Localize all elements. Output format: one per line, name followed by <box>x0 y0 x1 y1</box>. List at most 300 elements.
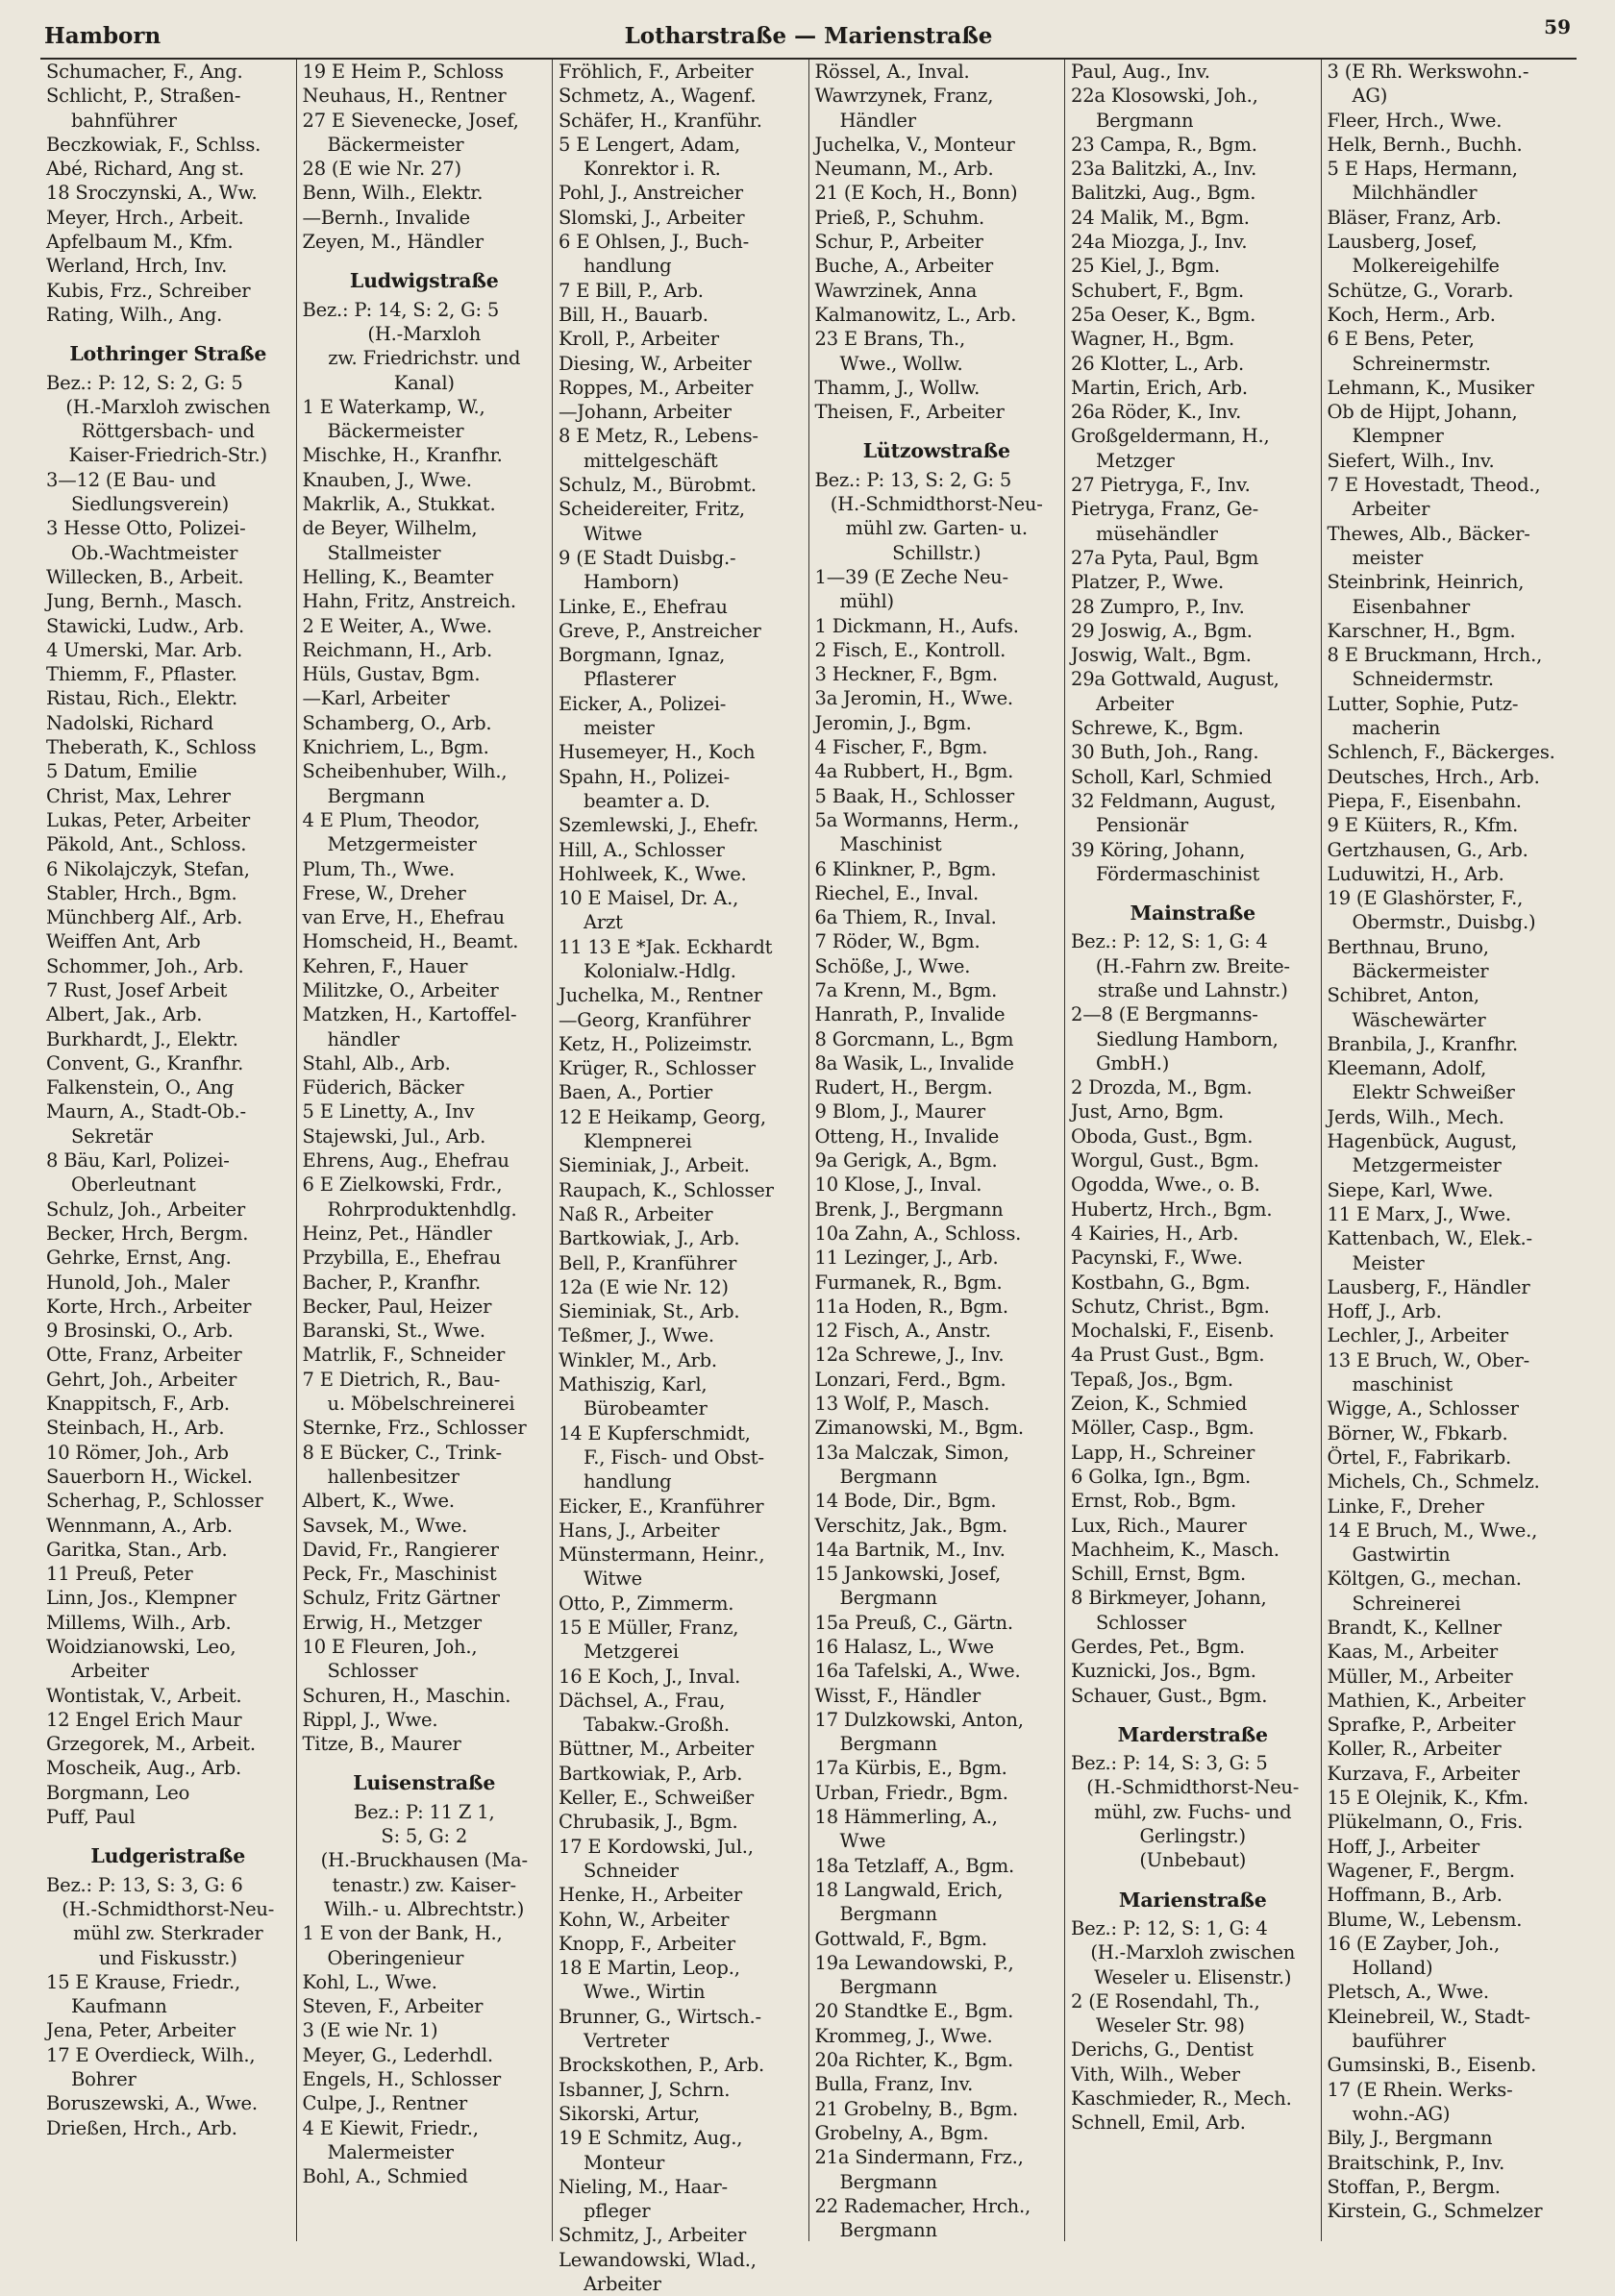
directory-entry: Großgeldermann, H., <box>1071 425 1270 448</box>
directory-entry: 24a Miozga, J., Inv. <box>1071 231 1248 254</box>
directory-entry: Örtel, F., Fabrikarb. <box>1327 1445 1512 1469</box>
directory-entry: Sauerborn H., Wickel. <box>46 1465 253 1488</box>
directory-entry: Fleer, Hrch., Wwe. <box>1327 109 1503 132</box>
directory-entry: Knappitsch, F., Arb. <box>46 1393 230 1416</box>
directory-entry: 25a Oeser, K., Bgm. <box>1071 303 1256 326</box>
directory-entry: 23a Balitzki, A., Inv. <box>1071 158 1257 181</box>
directory-entry: Militzke, O., Arbeiter <box>302 978 499 1001</box>
directory-entry: 39 Köring, Johann, <box>1071 838 1246 861</box>
directory-entry: Hoffmann, B., Arb. <box>1327 1884 1503 1907</box>
header-street-range: Lotharstraße — Marienstraße <box>624 23 993 49</box>
directory-entry: Moscheik, Aug., Arb. <box>46 1757 241 1780</box>
directory-entry: Hagenbück, August, <box>1327 1130 1518 1153</box>
directory-entry: Witwe <box>584 1568 643 1591</box>
street-heading: Marderstraße <box>1117 1722 1268 1746</box>
directory-entry: 4 Umerski, Mar. Arb. <box>46 638 243 661</box>
directory-entry: 28 Zumpro, P., Inv. <box>1071 595 1245 618</box>
directory-entry: (H.-Marxloh <box>367 322 482 345</box>
directory-entry: 2 (E Rosendahl, Th., <box>1071 1989 1260 2012</box>
directory-entry: Linke, F., Dreher <box>1327 1494 1484 1518</box>
directory-entry: Keller, E., Schweißer <box>559 1787 754 1810</box>
directory-entry: Meyer, Hrch., Arbeit. <box>46 206 244 229</box>
directory-entry: Homscheid, H., Beamt. <box>302 930 519 953</box>
directory-entry: Weseler u. Elisenstr.) <box>1094 1965 1292 1988</box>
directory-entry: handlung <box>584 1470 672 1494</box>
directory-entry: 6 Nikolajczyk, Stefan, <box>46 857 250 880</box>
directory-entry: 3 (E wie Nr. 1) <box>302 2019 438 2042</box>
directory-entry: 7a Krenn, M., Bgm. <box>814 978 998 1001</box>
directory-entry: Becker, Paul, Heizer <box>302 1295 492 1318</box>
directory-entry: Monteur <box>584 2151 665 2174</box>
directory-entry: Hunold, Joh., Maler <box>46 1271 230 1294</box>
directory-entry: Brenk, J., Bergmann <box>814 1197 1004 1221</box>
directory-entry: Kroll, P., Arbeiter <box>559 328 719 351</box>
directory-entry: 8 Gorcmann, L., Bgm <box>814 1027 1014 1050</box>
directory-entry: u. Möbelschreinerei <box>327 1393 515 1416</box>
directory-column-6 <box>1322 60 1578 2241</box>
directory-entry: Meyer, G., Lederhdl. <box>302 2043 493 2066</box>
directory-entry: Thiemm, F., Pflaster. <box>46 663 237 686</box>
directory-entry: van Erve, H., Ehefrau <box>302 906 505 929</box>
directory-entry: Bergmann <box>839 1976 937 1999</box>
directory-entry: Spahn, H., Polizei- <box>559 765 730 788</box>
street-heading: Mainstraße <box>1130 901 1255 926</box>
directory-entry: Nieling, M., Haar- <box>559 2175 728 2198</box>
directory-entry: 9a Gerigk, A., Bgm. <box>814 1149 998 1173</box>
directory-entry: Becker, Hrch, Bergm. <box>46 1222 249 1245</box>
directory-entry: Savsek, M., Wwe. <box>302 1514 468 1537</box>
directory-entry: Schubert, F., Bgm. <box>1071 279 1244 302</box>
directory-entry: Arbeiter <box>1352 498 1430 521</box>
directory-entry: Mochalski, F., Eisenb. <box>1071 1320 1275 1343</box>
directory-entry: 20a Richter, K., Bgm. <box>814 2049 1013 2072</box>
directory-entry: 11 E Marx, J., Wwe. <box>1327 1202 1511 1225</box>
directory-entry: Pacynski, F., Wwe. <box>1071 1247 1243 1270</box>
directory-entry: Wwe., Wollw. <box>839 352 963 375</box>
directory-entry: 3 (E Rh. Werkswohn.- <box>1327 61 1529 83</box>
directory-entry: 23 Campa, R., Bgm. <box>1071 133 1257 156</box>
directory-entry: 12 Engel Erich Maur <box>46 1708 242 1731</box>
directory-entry: Bäckermeister <box>327 420 464 443</box>
directory-entry: 27 E Sievenecke, Josef, <box>302 109 519 132</box>
directory-entry: Bäckermeister <box>1352 959 1489 982</box>
directory-entry: 4 E Kiewit, Friedr., <box>302 2116 479 2139</box>
directory-entry: Lausberg, F., Händler <box>1327 1275 1530 1298</box>
directory-entry: 19a Lewandowski, P., <box>814 1951 1014 1974</box>
directory-entry: Beczkowiak, F., Schlss. <box>46 133 261 156</box>
directory-entry: Joswig, Walt., Bgm. <box>1071 644 1252 667</box>
street-heading: Ludgeristraße <box>90 1844 246 1868</box>
directory-entry: Scholl, Karl, Schmied <box>1071 765 1272 788</box>
page-number: 59 <box>1544 15 1571 38</box>
directory-entry: Hoff, J., Arbeiter <box>1327 1835 1480 1858</box>
directory-entry: Mathien, K., Arbeiter <box>1327 1689 1526 1712</box>
directory-entry: Platzer, P., Wwe. <box>1071 571 1225 594</box>
directory-entry: Pietryga, Franz, Ge- <box>1071 498 1258 521</box>
directory-entry: Lukas, Peter, Arbeiter <box>46 808 251 831</box>
directory-entry: Wagener, F., Bergm. <box>1327 1859 1515 1882</box>
directory-entry: David, Fr., Rangierer <box>302 1538 499 1561</box>
directory-entry: 20 Standtke E., Bgm. <box>814 2000 1014 2023</box>
directory-entry: Schöße, J., Wwe. <box>814 954 971 977</box>
directory-entry: 16 (E Zayber, Joh., <box>1327 1932 1501 1955</box>
directory-entry: Schäfer, H., Kranführ. <box>559 109 762 132</box>
directory-entry: Schuren, H., Maschin. <box>302 1684 511 1707</box>
directory-entry: Schulz, M., Bürobmt. <box>559 474 757 497</box>
directory-entry: Dächsel, A., Frau, <box>559 1689 726 1712</box>
directory-entry: Wäschewärter <box>1352 1008 1486 1031</box>
directory-entry: Sieminiak, J., Arbeit. <box>559 1154 750 1177</box>
directory-entry: Schlicht, P., Straßen- <box>46 85 241 108</box>
directory-entry: Schneider <box>584 1859 679 1882</box>
directory-entry: (H.-Marxloh zwischen <box>65 395 271 418</box>
directory-entry: Bohl, A., Schmied <box>302 2165 468 2188</box>
directory-entry: Stawicki, Ludw., Arb. <box>46 614 244 637</box>
directory-entry: Prieß, P., Schuhm. <box>814 206 984 229</box>
directory-entry: 27a Pyta, Paul, Bgm <box>1071 546 1259 569</box>
directory-entry: 10 Römer, Joh., Arb <box>46 1441 229 1464</box>
directory-entry: Bergmann <box>1096 109 1194 132</box>
directory-entry: Schur, P., Arbeiter <box>814 231 983 254</box>
directory-entry: 29a Gottwald, August, <box>1071 668 1280 691</box>
directory-entry: Braitschink, P., Inv. <box>1327 2151 1505 2174</box>
directory-entry: Siedlungsverein) <box>71 493 230 516</box>
directory-entry: Gehrke, Ernst, Ang. <box>46 1247 232 1270</box>
directory-entry: Jung, Bernh., Masch. <box>46 590 242 613</box>
directory-entry: 12 Fisch, A., Anstr. <box>814 1320 991 1343</box>
directory-entry: 1—39 (E Zeche Neu- <box>814 565 1008 588</box>
directory-entry: Deutsches, Hrch., Arb. <box>1327 765 1540 788</box>
directory-entry: Lonzari, Ferd., Bgm. <box>814 1368 1006 1391</box>
directory-entry: 13 E Bruch, W., Ober- <box>1327 1348 1529 1371</box>
directory-entry: Michels, Ch., Schmelz. <box>1327 1470 1540 1494</box>
directory-entry: 3 Heckner, F., Bgm. <box>814 663 998 686</box>
directory-entry: Makrlik, A., Stukkat. <box>302 493 496 516</box>
directory-entry: Stahl, Alb., Arb. <box>302 1051 451 1074</box>
directory-entry: Machheim, K., Masch. <box>1071 1538 1280 1561</box>
directory-entry: 17a Kürbis, E., Bgm. <box>814 1757 1007 1780</box>
directory-entry: Hamborn) <box>584 571 680 594</box>
directory-entry: Hanrath, P., Invalide <box>814 1003 1006 1026</box>
directory-entry: Scheibenhuber, Wilh., <box>302 760 508 783</box>
directory-entry: 5 Datum, Emilie <box>46 760 198 783</box>
directory-entry: Metzgerei <box>584 1641 679 1664</box>
directory-entry: Schulz, Joh., Arbeiter <box>46 1197 245 1221</box>
directory-entry: Schill, Ernst, Bgm. <box>1071 1563 1247 1586</box>
header-city: Hamborn <box>44 23 162 49</box>
directory-entry: 2 E Weiter, A., Wwe. <box>302 614 492 637</box>
directory-entry: Szemlewski, J., Ehefr. <box>559 814 759 837</box>
directory-entry: Branbila, J., Kranfhr. <box>1327 1032 1519 1055</box>
directory-entry: Bell, P., Kranführer <box>559 1251 737 1274</box>
directory-entry: 26 Klotter, L., Arb. <box>1071 352 1244 375</box>
directory-entry: Siedlung Hamborn, <box>1096 1027 1279 1050</box>
directory-entry: Sternke, Frz., Schlosser <box>302 1417 527 1440</box>
directory-entry: Bill, H., Bauarb. <box>559 303 708 326</box>
directory-entry: Möller, Casp., Bgm. <box>1071 1417 1255 1440</box>
directory-entry: Plum, Th., Wwe. <box>302 857 455 880</box>
directory-entry: Bergmann <box>839 1587 937 1610</box>
directory-entry: Schauer, Gust., Bgm. <box>1071 1684 1268 1707</box>
directory-entry: 25 Kiel, J., Bgm. <box>1071 255 1220 278</box>
directory-entry: Ob.-Wachtmeister <box>71 541 238 564</box>
directory-entry: Bez.: P: 13, S: 2, G: 5 <box>814 468 1012 491</box>
directory-entry: Christ, Max, Lehrer <box>46 784 231 807</box>
directory-entry: Knichriem, L., Bgm. <box>302 736 489 759</box>
directory-entry: 10 E Maisel, Dr. A., <box>559 887 739 910</box>
directory-entry: Bily, J., Bergmann <box>1327 2127 1493 2150</box>
directory-entry: Vertreter <box>584 2030 669 2053</box>
directory-entry: pfleger <box>584 2200 651 2223</box>
directory-entry: Martin, Erich, Arb. <box>1071 376 1248 399</box>
directory-entry: Scherhag, P., Schlosser <box>46 1490 263 1513</box>
directory-entry: Rating, Wilh., Ang. <box>46 303 223 326</box>
directory-entry: Elektr Schweißer <box>1352 1081 1515 1104</box>
directory-entry: Oberingenieur <box>327 1946 464 1969</box>
directory-entry: Weseler Str. 98) <box>1096 2014 1245 2037</box>
directory-entry: 26a Röder, K., Inv. <box>1071 401 1242 424</box>
directory-entry: Engels, H., Schlosser <box>302 2068 502 2091</box>
directory-entry: 32 Feldmann, August, <box>1071 789 1277 812</box>
directory-entry: Stallmeister <box>327 541 441 564</box>
directory-entry: mühl) <box>839 590 894 613</box>
directory-entry: Bez.: P: 14, S: 2, G: 5 <box>302 298 500 321</box>
directory-entry: Plükelmann, O., Fris. <box>1327 1811 1524 1834</box>
directory-entry: Przybilla, E., Ehefrau <box>302 1247 501 1270</box>
directory-entry: Gerlingstr.) <box>1139 1825 1246 1848</box>
directory-entry: Kattenbach, W., Elek.- <box>1327 1227 1532 1250</box>
directory-entry: wohn.-AG) <box>1352 2102 1451 2125</box>
directory-entry: Zeyen, M., Händler <box>302 231 484 254</box>
street-heading: Lützowstraße <box>862 439 1010 463</box>
directory-entry: Millems, Wilh., Arb. <box>46 1611 232 1634</box>
directory-entry: 5 E Linetty, A., Inv <box>302 1100 475 1123</box>
directory-entry: 10 Klose, J., Inval. <box>814 1173 982 1197</box>
directory-entry: Molkereigehilfe <box>1352 255 1500 278</box>
directory-entry: 18 Hämmerling, A., <box>814 1806 998 1829</box>
directory-entry: (H.-Fahrn zw. Breite- <box>1095 954 1290 977</box>
directory-entry: 6 Golka, Ign., Bgm. <box>1071 1465 1252 1488</box>
directory-entry: Steinbrink, Heinrich, <box>1327 571 1525 594</box>
directory-entry: Metzgermeister <box>1352 1154 1502 1177</box>
directory-entry: Koch, Herm., Arb. <box>1327 303 1496 326</box>
directory-entry: 14a Bartnik, M., Inv. <box>814 1538 1006 1561</box>
street-heading: Ludwigstraße <box>349 269 499 293</box>
directory-entry: (H.-Schmidthorst-Neu- <box>1086 1776 1300 1799</box>
directory-entry: 11 Lezinger, J., Arb. <box>814 1247 999 1270</box>
directory-entry: 29 Joswig, A., Bgm. <box>1071 619 1253 642</box>
directory-column-5 <box>1065 60 1322 2241</box>
directory-entry: Knopp, F., Arbeiter <box>559 1932 735 1955</box>
directory-entry: Paul, Aug., Inv. <box>1071 61 1210 83</box>
directory-entry: 12a (E wie Nr. 12) <box>559 1275 729 1298</box>
directory-entry: meister <box>1352 546 1424 569</box>
directory-entry: Konrektor i. R. <box>584 158 721 181</box>
directory-entry: Culpe, J., Rentner <box>302 2092 467 2115</box>
directory-entry: Röttgersbach- und <box>81 420 255 443</box>
directory-entry: Teßmer, J., Wwe. <box>559 1324 714 1347</box>
directory-entry: maschinist <box>1352 1373 1453 1396</box>
directory-entry: Urban, Friedr., Bgm. <box>814 1781 1008 1804</box>
directory-entry: Wawrzinek, Anna <box>814 279 978 302</box>
directory-entry: Balitzki, Aug., Bgm. <box>1071 182 1256 205</box>
directory-entry: Lux, Rich., Maurer <box>1071 1514 1247 1537</box>
directory-entry: Wilh.- u. Albrechtstr.) <box>324 1897 525 1920</box>
directory-entry: 15 E Müller, Franz, <box>559 1617 739 1639</box>
directory-entry: Eicker, A., Polizei- <box>559 692 727 715</box>
directory-entry: 17 (E Rhein. Werks- <box>1327 2078 1513 2101</box>
directory-entry: Brockskothen, P., Arb. <box>559 2054 765 2077</box>
directory-entry: Borgmann, Leo <box>46 1781 190 1804</box>
directory-entry: Ob de Hijpt, Johann, <box>1327 401 1518 424</box>
directory-entry: 13 Wolf, P., Masch. <box>814 1393 990 1416</box>
directory-entry: Bergmann <box>839 2170 937 2193</box>
directory-entry: 7 E Bill, P., Arb. <box>559 279 704 302</box>
directory-entry: Bez.: P: 12, S: 1, G: 4 <box>1071 1916 1268 1939</box>
directory-entry: Neuhaus, H., Rentner <box>302 85 507 108</box>
directory-entry: Kaiser-Friedrich-Str.) <box>68 444 267 467</box>
directory-entry: 6 Klinkner, P., Bgm. <box>814 857 997 880</box>
directory-entry: Münstermann, Heinr., <box>559 1543 765 1567</box>
directory-entry: Roppes, M., Arbeiter <box>559 376 754 399</box>
directory-entry: —Johann, Arbeiter <box>559 401 732 424</box>
directory-entry: Milchhändler <box>1352 182 1478 205</box>
directory-entry: Bartkowiak, J., Arb. <box>559 1227 740 1250</box>
directory-entry: Schibret, Anton, <box>1327 984 1479 1007</box>
directory-entry: Wagner, H., Bgm. <box>1071 328 1235 351</box>
directory-entry: Klempnerei <box>584 1130 692 1153</box>
directory-entry: Baranski, St., Wwe. <box>302 1320 485 1343</box>
directory-entry: Verschitz, Jak., Bgm. <box>814 1514 1008 1537</box>
directory-entry: 16a Tafelski, A., Wwe. <box>814 1660 1021 1683</box>
directory-entry: 18 Langwald, Erich, <box>814 1878 1004 1901</box>
directory-entry: Bulla, Franz, Inv. <box>814 2073 974 2096</box>
directory-entry: Meister <box>1352 1251 1425 1274</box>
directory-entry: Kuznicki, Jos., Bgm. <box>1071 1660 1256 1683</box>
directory-entry: 24 Malik, M., Bgm. <box>1071 206 1250 229</box>
directory-entry: Schmetz, A., Wagenf. <box>559 85 757 108</box>
street-heading: Marienstraße <box>1118 1888 1267 1912</box>
directory-entry: F., Fisch- und Obst- <box>584 1445 764 1469</box>
directory-entry: Füderich, Bäcker <box>302 1076 464 1099</box>
directory-entry: —Bernh., Invalide <box>302 206 470 229</box>
directory-entry: Klempner <box>1352 425 1444 448</box>
directory-entry: Matzken, H., Kartoffel- <box>302 1003 517 1026</box>
directory-entry: 17 Dulzkowski, Anton, <box>814 1708 1024 1731</box>
directory-entry: Pohl, J., Anstreicher <box>559 182 743 205</box>
directory-entry: Koller, R., Arbeiter <box>1327 1738 1502 1761</box>
directory-entry: Stajewski, Jul., Arb. <box>302 1124 486 1148</box>
directory-entry: Holland) <box>1352 1957 1433 1980</box>
directory-entry: Winkler, M., Arb. <box>559 1348 717 1371</box>
directory-entry: Ogodda, Wwe., o. B. <box>1071 1173 1260 1197</box>
directory-entry: Willecken, B., Arbeit. <box>46 565 244 588</box>
directory-entry: Raupach, K., Schlosser <box>559 1178 774 1201</box>
directory-entry: Lechler, J., Arbeiter <box>1327 1324 1508 1347</box>
directory-entry: 21 Grobelny, B., Bgm. <box>814 2097 1019 2120</box>
directory-entry: Kehren, F., Hauer <box>302 954 468 977</box>
street-heading: Luisenstraße <box>353 1771 496 1795</box>
directory-entry: Husemeyer, H., Koch <box>559 741 756 764</box>
directory-entry: Grzegorek, M., Arbeit. <box>46 1733 256 1756</box>
directory-entry: Schlench, F., Bäckerges. <box>1327 741 1555 764</box>
directory-entry: Hohlweek, K., Wwe. <box>559 862 747 885</box>
directory-entry: Piepa, F., Eisenbahn. <box>1327 789 1522 812</box>
directory-entry: 9 E Küiters, R., Kfm. <box>1327 814 1519 837</box>
directory-entry: Schrewe, K., Bgm. <box>1071 717 1244 740</box>
directory-entry: Kohl, L., Wwe. <box>302 1970 437 1993</box>
directory-entry: Schreinerei <box>1352 1592 1461 1615</box>
directory-entry: 2 Fisch, E., Kontroll. <box>814 638 1006 661</box>
directory-entry: Arbeiter <box>1096 692 1174 715</box>
directory-entry: Bergmann <box>839 1903 937 1926</box>
directory-entry: Woidzianowski, Leo, <box>46 1636 236 1658</box>
directory-entry: Rippl, J., Wwe. <box>302 1708 438 1731</box>
directory-entry: Grobelny, A., Bgm. <box>814 2121 989 2144</box>
directory-entry: Päkold, Ant., Schloss. <box>46 833 247 856</box>
directory-entry: 19 (E Glashörster, F., <box>1327 887 1524 910</box>
directory-entry: Schnell, Emil, Arb. <box>1071 2111 1246 2135</box>
directory-entry: Zimanowski, M., Bgm. <box>814 1417 1024 1440</box>
directory-entry: Oboda, Gust., Bgm. <box>1071 1124 1254 1148</box>
directory-entry: Bergmann <box>839 1733 937 1756</box>
directory-entry: 18a Tetzlaff, A., Bgm. <box>814 1854 1015 1877</box>
directory-entry: 14 Bode, Dir., Bgm. <box>814 1490 997 1513</box>
directory-entry: Tabakw.-Großh. <box>584 1714 730 1737</box>
directory-entry: 10 E Fleuren, Joh., <box>302 1636 478 1658</box>
directory-entry: 8 Bäu, Karl, Polizei- <box>46 1149 230 1173</box>
directory-entry: Schlosser <box>1096 1611 1186 1634</box>
directory-entry: Költgen, G., mechan. <box>1327 1568 1522 1591</box>
directory-entry: Neumann, M., Arb. <box>814 158 994 181</box>
directory-entry: Thamm, J., Wollw. <box>814 376 981 399</box>
directory-entry: 6 E Zielkowski, Frdr., <box>302 1173 503 1197</box>
directory-entry: meister <box>584 717 655 740</box>
directory-entry: 10a Zahn, A., Schloss. <box>814 1222 1022 1245</box>
directory-entry: 7 Rust, Josef Arbeit <box>46 978 228 1001</box>
directory-entry: 15a Preuß, C., Gärtn. <box>814 1611 1013 1634</box>
directory-entry: Sikorski, Artur, <box>559 2102 700 2125</box>
directory-entry: 4a Rubbert, H., Bgm. <box>814 760 1014 783</box>
directory-entry: Scheidereiter, Fritz, <box>559 498 745 521</box>
directory-entry: Lausberg, Josef, <box>1327 231 1478 254</box>
directory-entry: Hill, A., Schlosser <box>559 838 725 861</box>
directory-entry: Schommer, Joh., Arb. <box>46 954 244 977</box>
directory-column-3 <box>553 60 809 2296</box>
directory-entry: Schumacher, F., Ang. <box>46 61 243 83</box>
directory-column-1 <box>40 60 297 2241</box>
directory-entry: Kurzava, F., Arbeiter <box>1327 1762 1520 1785</box>
directory-entry: 1 E Waterkamp, W., <box>302 395 485 418</box>
directory-entry: Blume, W., Lebensm. <box>1327 1908 1523 1931</box>
directory-entry: Metzgermeister <box>327 833 477 856</box>
directory-entry: Theberath, K., Schloss <box>46 736 257 759</box>
directory-entry: mühl zw. Garten- u. <box>845 517 1028 540</box>
directory-entry: Kaufmann <box>71 1995 167 2018</box>
directory-entry: Gottwald, F., Bgm. <box>814 1927 987 1950</box>
directory-entry: 11 Preuß, Peter <box>46 1563 193 1586</box>
directory-entry: Arbeiter <box>71 1660 149 1683</box>
directory-entry: Wwe <box>839 1830 886 1853</box>
directory-entry: Linke, E., Ehefrau <box>559 595 728 618</box>
directory-entry: Rudert, H., Bergm. <box>814 1076 993 1099</box>
directory-entry: Ristau, Rich., Elektr. <box>46 687 237 710</box>
directory-entry: Reichmann, H., Arb. <box>302 638 492 661</box>
directory-entry: Buche, A., Arbeiter <box>814 255 994 278</box>
directory-entry: händler <box>327 1027 400 1050</box>
directory-entry: Helling, K., Beamter <box>302 565 494 588</box>
directory-entry: 6a Thiem, R., Inval. <box>814 906 997 929</box>
